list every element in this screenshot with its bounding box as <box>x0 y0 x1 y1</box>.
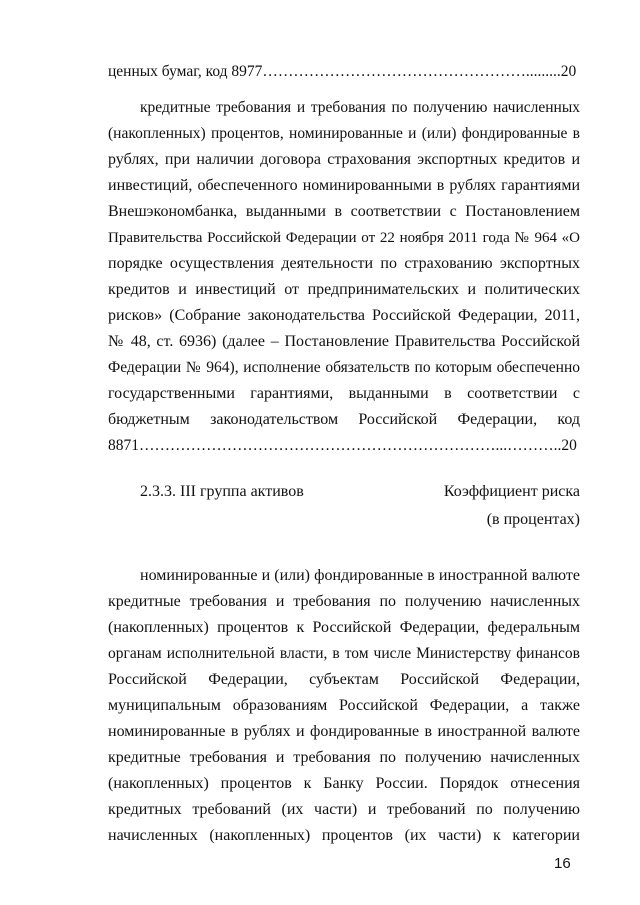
paragraph-2-line: (накопленных) процентов к Банку России. Порядок отнесения <box>108 775 580 792</box>
toc-line-securities: ценных бумаг, код 8977…………………………………………….........20 <box>108 63 577 80</box>
paragraph-1-line: бюджетным законодательством Российской Федерации, код <box>108 411 580 428</box>
paragraph-2-line: муниципальным образованиям Российской Федерации, а также <box>108 697 580 714</box>
paragraph-1-line: инвестиций, обеспеченного номинированными в рублях гарантиями <box>108 177 580 194</box>
paragraph-2-line: начисленных (накопленных) процентов (их части) к категории <box>108 827 580 844</box>
risk-coefficient-label: Коэффициент риска <box>443 483 580 500</box>
paragraph-2-line: номинированные и (или) фондированные в иностранной валюте <box>140 567 580 584</box>
paragraph-2-line: номинированные в рублях и фондированные в иностранной валюте <box>108 723 580 740</box>
paragraph-1-line: кредитные требования и требования по получению начисленных <box>140 99 580 116</box>
paragraph-1-line: Внешэкономбанка, выданными в соответствии с Постановлением <box>108 203 580 220</box>
paragraph-2-line: (накопленных) процентов к Российской Федерации, федеральным <box>108 619 580 636</box>
paragraph-1-line: (накопленных) процентов, номинированные и (или) фондированные в <box>108 125 580 142</box>
paragraph-1-line: государственными гарантиями, выданными в соответствии с <box>108 385 580 402</box>
paragraph-1-line: рублях, при наличии договора страхования экспортных кредитов и <box>108 151 580 168</box>
paragraph-1-line: Федерации № 964), исполнение обязательств по которым обеспеченно <box>108 359 580 376</box>
paragraph-2-line: кредитных требований (их части) и требований по получению <box>108 801 580 818</box>
risk-coefficient-unit: (в процентах) <box>486 511 580 528</box>
paragraph-1-line: Правительства Российской Федерации от 22 ноября 2011 года № 964 «О <box>108 230 580 246</box>
paragraph-1-line: № 48, ст. 6936) (далее – Постановление Правительства Российской <box>108 333 580 350</box>
paragraph-1-line: кредитов и инвестиций от предпринимательских и политических <box>108 281 580 298</box>
paragraph-2-line: Российской Федерации, субъектам Российской Федерации, <box>108 671 580 688</box>
paragraph-1-line: рисков» (Собрание законодательства Российской Федерации, 2011, <box>108 307 580 324</box>
paragraph-2-line: кредитные требования и требования по получению начисленных <box>108 749 580 766</box>
page-number: 16 <box>554 855 571 872</box>
section-heading: 2.3.3. III группа активов <box>140 483 304 500</box>
paragraph-1-line: порядке осуществления деятельности по страхованию экспортных <box>108 255 580 272</box>
paragraph-1-line: 8871……………………………………………………………...………..20 <box>108 437 577 454</box>
paragraph-2-line: органам исполнительной власти, в том числе Министерству финансов <box>108 645 580 662</box>
paragraph-2-line: кредитные требования и требования по получению начисленных <box>108 593 580 610</box>
